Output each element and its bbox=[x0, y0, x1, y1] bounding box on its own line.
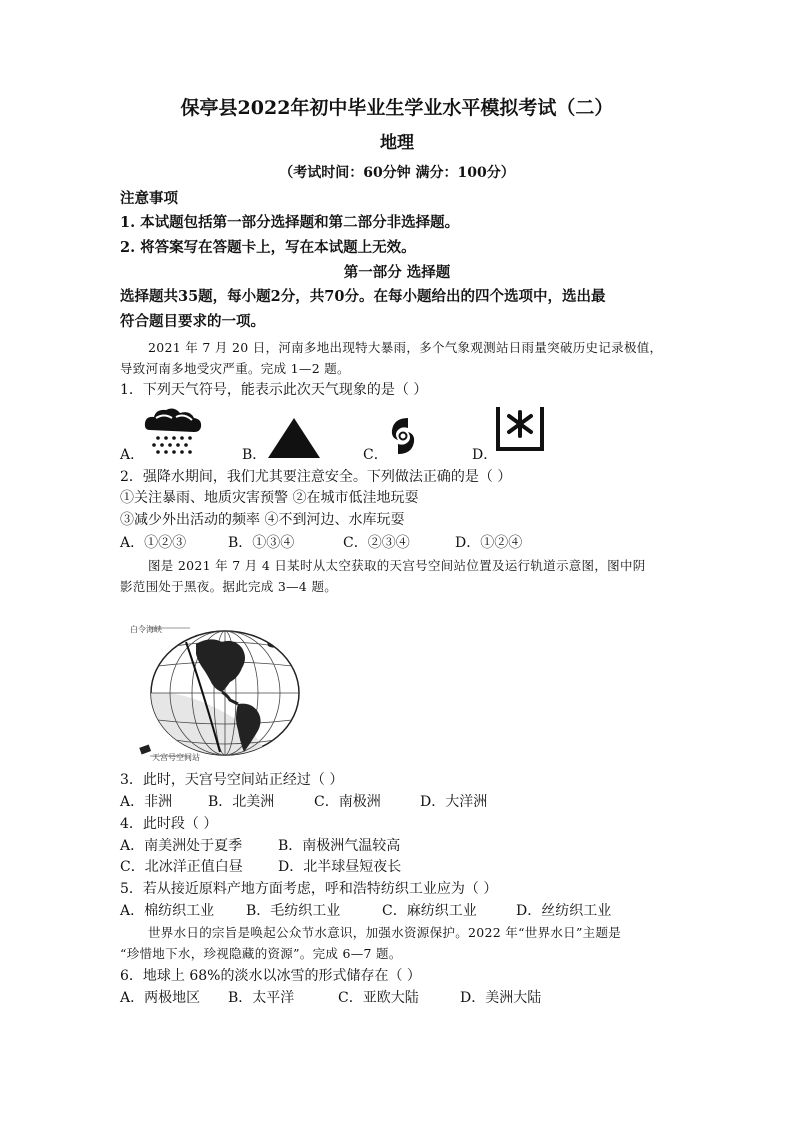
q4-options-row2 bbox=[120, 857, 401, 877]
q2-option-d: D．①②④ bbox=[455, 535, 523, 551]
passage3-line2: “珍惜地下水，珍视隐藏的资源”。完成 6—7 题。 bbox=[120, 946, 402, 961]
notice-heading: 注意事项 bbox=[120, 190, 178, 207]
figure-caption-bottom: 天宫号空间站 bbox=[152, 753, 200, 762]
q4-option-d: D．北半球昼短夜长 bbox=[278, 859, 402, 875]
q3-options bbox=[120, 792, 487, 812]
q6-option-a: A．两极地区 bbox=[120, 990, 201, 1006]
q4-option-c: C．北冰洋正值白昼 bbox=[120, 859, 243, 875]
q5-option-a: A．棉纺织工业 bbox=[120, 903, 215, 919]
passage1-line1: 2021 年 7 月 20 日，河南多地出现特大暴雨，多个气象观测站日雨量突破历史记录极值， bbox=[148, 340, 663, 355]
globe-figure bbox=[130, 618, 310, 768]
q4-option-a: A．南美洲处于夏季 bbox=[120, 838, 243, 854]
q1-options bbox=[120, 404, 570, 464]
q6-stem: 6．地球上 68%的淡水以冰雪的形式储存在（ ） bbox=[120, 968, 421, 984]
sandstorm-icon bbox=[266, 416, 322, 460]
passage3-line1: 世界水日的宗旨是唤起公众节水意识，加强水资源保护。2022 年“世界水日”主题是 bbox=[148, 925, 622, 940]
frost-icon bbox=[495, 404, 545, 452]
notice-item-2: 2. 将答案写在答题卡上，写在本试题上无效。 bbox=[120, 239, 416, 256]
q3-option-b: B．北美洲 bbox=[208, 794, 275, 810]
passage2-line2: 影范围处于黑夜。据此完成 3—4 题。 bbox=[120, 579, 338, 594]
q1-stem: 1．下列天气符号，能表示此次天气现象的是（ ） bbox=[120, 382, 428, 398]
time-info: （考试时间：60分钟 满分：100分） bbox=[279, 165, 515, 181]
passage1-line2: 导致河南多地受灾严重。完成 1—2 题。 bbox=[120, 361, 350, 376]
q2-options bbox=[120, 533, 522, 553]
q6-option-c: C．亚欧大陆 bbox=[338, 990, 419, 1006]
figure-caption-top: 白令海峡 bbox=[130, 625, 162, 634]
q3-option-d: D．大洋洲 bbox=[420, 794, 488, 810]
q2-statements-2: ③减少外出活动的频率 ④不到河边、水库玩耍 bbox=[120, 512, 405, 528]
q2-statements-1: ①关注暴雨、地质灾害预警 ②在城市低洼地玩耍 bbox=[120, 490, 419, 506]
q4-option-b: B．南极洲气温较高 bbox=[278, 838, 401, 854]
q2-stem: 2．强降水期间，我们尤其要注意安全。下列做法正确的是（ ） bbox=[120, 469, 512, 485]
part1-intro-line1: 选择题共35题，每小题2分，共70分。在每小题给出的四个选项中，选出最 bbox=[120, 288, 606, 305]
q6-option-b: B．太平洋 bbox=[228, 990, 295, 1006]
q2-option-c: C．②③④ bbox=[343, 535, 410, 551]
q5-option-c: C．麻纺织工业 bbox=[382, 903, 477, 919]
q5-stem: 5．若从接近原料产地方面考虑，呼和浩特纺织工业应为（ ） bbox=[120, 881, 498, 897]
q2-option-b: B．①③④ bbox=[228, 535, 295, 551]
q2-option-a: A．①②③ bbox=[120, 535, 187, 551]
q1-label-a: A． bbox=[120, 447, 145, 463]
q6-options bbox=[120, 988, 541, 1008]
q4-options-row1 bbox=[120, 836, 400, 856]
q5-option-b: B．毛纺织工业 bbox=[246, 903, 341, 919]
typhoon-icon bbox=[386, 416, 420, 456]
q5-options bbox=[120, 901, 611, 921]
q1-label-c: C． bbox=[363, 447, 388, 463]
part1-heading: 第一部分 选择题 bbox=[343, 264, 451, 281]
subject-title: 地理 bbox=[380, 133, 414, 153]
q6-option-d: D．美洲大陆 bbox=[460, 990, 542, 1006]
notice-item-1: 1. 本试题包括第一部分选择题和第二部分非选择题。 bbox=[120, 214, 460, 231]
passage2-line1: 图是 2021 年 7 月 4 日某时从太空获取的天宫号空间站位置及运行轨道示意图，图中阴 bbox=[148, 558, 646, 573]
exam-title: 保亭县2022年初中毕业生学业水平模拟考试（二） bbox=[180, 97, 614, 119]
q1-label-d: D． bbox=[472, 447, 498, 463]
q4-stem: 4．此时段（ ） bbox=[120, 816, 218, 832]
globe-map bbox=[130, 618, 310, 768]
part1-intro-line2: 符合题目要求的一项。 bbox=[120, 313, 265, 330]
q3-stem: 3．此时，天宫号空间站正经过（ ） bbox=[120, 772, 344, 788]
q5-option-d: D．丝纺织工业 bbox=[516, 903, 612, 919]
q1-label-b: B． bbox=[242, 447, 267, 463]
q3-option-a: A．非洲 bbox=[120, 794, 173, 810]
q3-option-c: C．南极洲 bbox=[314, 794, 381, 810]
heavy-rain-icon bbox=[142, 406, 204, 458]
